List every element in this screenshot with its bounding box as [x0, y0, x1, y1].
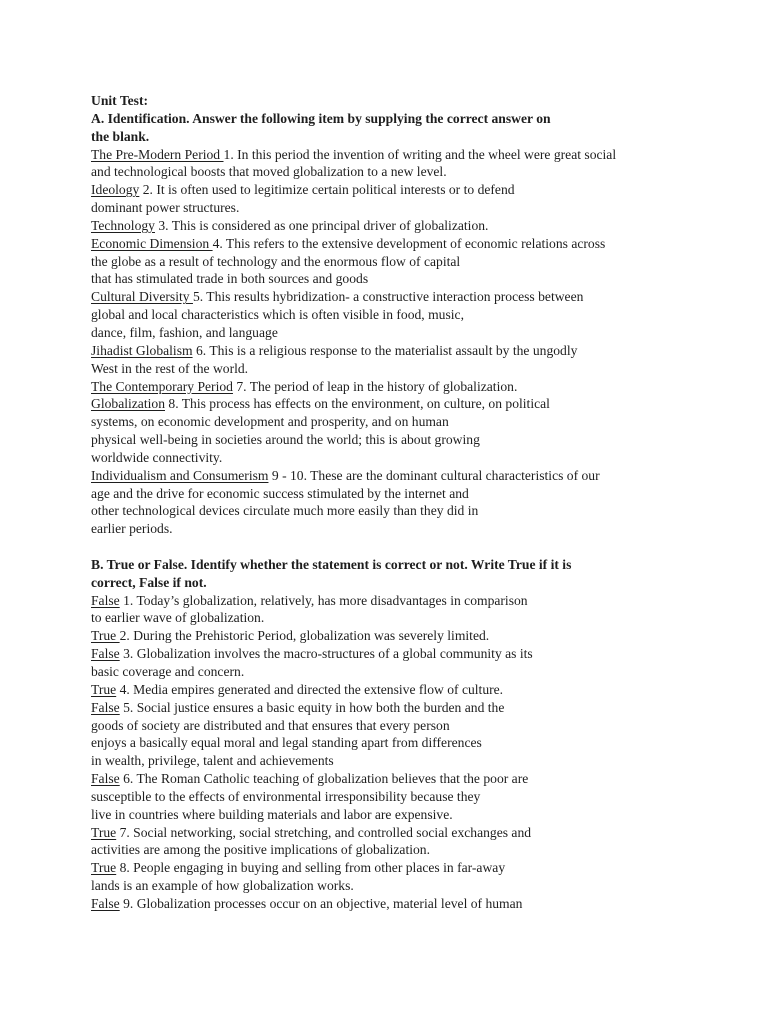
identification-item-text: 5. This results hybridization- a constructive interaction process between [192, 289, 584, 305]
identification-item [91, 378, 751, 396]
true-false-item [91, 770, 751, 824]
true-false-item [91, 592, 751, 628]
identification-item-text: global and local characteristics which is often visible in food, music, [91, 307, 464, 323]
true-false-answer: False [91, 771, 120, 787]
identification-item-line [91, 413, 751, 431]
true-false-item-line [91, 806, 751, 824]
identification-item-text: West in the rest of the world. [91, 360, 249, 376]
identification-answer: Technology [91, 217, 155, 233]
true-false-item-text: 2. During the Prehistoric Period, globalization was severely limited. [119, 628, 490, 644]
true-false-item-text: 7. Social networking, social stretching, and controlled social exchanges and [116, 824, 532, 840]
document-body [91, 92, 751, 913]
identification-item [91, 288, 751, 342]
part-b-items [91, 592, 751, 913]
true-false-answer: False [91, 646, 120, 662]
true-false-item-line [91, 592, 751, 610]
identification-item-text: 2. It is often used to legitimize certain political interests or to defend [139, 182, 515, 198]
identification-item-line [91, 360, 751, 378]
identification-answer: Ideology [91, 182, 140, 198]
identification-item-text: 4. This refers to the extensive development of economic relations across [212, 235, 606, 251]
true-false-item [91, 699, 751, 770]
identification-item-text: systems, on economic development and prosperity, and on human [91, 414, 449, 430]
true-false-item-text: live in countries where building materials and labor are expensive. [91, 806, 453, 822]
identification-item [91, 146, 751, 182]
identification-item-line [91, 502, 751, 520]
identification-item-text: that has stimulated trade in both sources and goods [91, 271, 369, 287]
identification-item-text: age and the drive for economic success stimulated by the internet and [91, 485, 469, 501]
identification-answer: Economic Dimension [91, 235, 213, 251]
true-false-item-line [91, 752, 751, 770]
identification-item-text: the globe as a result of technology and the enormous flow of capital [91, 253, 461, 269]
identification-item-line [91, 270, 751, 288]
true-false-item-text: 8. People engaging in buying and selling from other places in far-away [116, 860, 506, 876]
test-title: Unit Test: [91, 93, 149, 108]
identification-item-line [91, 217, 751, 235]
part-b-heading-line: B. True or False. Identify whether the statement is correct or not. Write True if it is [91, 556, 572, 572]
identification-item [91, 467, 751, 538]
true-false-item [91, 824, 751, 860]
true-false-item-line [91, 859, 751, 877]
identification-item-text: other technological devices circulate much more easily than they did in [91, 503, 479, 519]
identification-item-text: 1. In this period the invention of writing and the wheel were great social [223, 146, 617, 162]
part-b-heading-line: correct, False if not. [91, 574, 207, 590]
identification-item-text: 9 - 10. These are the dominant cultural characteristics of our [268, 467, 600, 483]
identification-item [91, 181, 751, 217]
true-false-item-text: lands is an example of how globalization works. [91, 878, 354, 894]
true-false-item-line [91, 645, 751, 663]
true-false-item [91, 681, 751, 699]
identification-item-line [91, 431, 751, 449]
part-a-items [91, 146, 751, 539]
identification-answer: Cultural Diversity [91, 289, 193, 305]
identification-item-text: dance, film, fashion, and language [91, 324, 278, 340]
true-false-item [91, 859, 751, 895]
true-false-item-line [91, 824, 751, 842]
true-false-answer: True [91, 824, 117, 840]
identification-item [91, 217, 751, 235]
identification-item-text: dominant power structures. [91, 200, 240, 216]
identification-answer: The Contemporary Period [91, 378, 233, 394]
part-a-heading-line: the blank. [91, 128, 150, 144]
true-false-item-text: basic coverage and concern. [91, 664, 245, 679]
identification-item-line [91, 342, 751, 360]
true-false-answer: False [91, 895, 120, 911]
identification-answer: Individualism and Consumerism [91, 467, 269, 483]
identification-item-text: earlier periods. [91, 521, 173, 537]
true-false-item-line [91, 734, 751, 752]
true-false-answer: True [91, 628, 120, 644]
true-false-item-text: in wealth, privilege, talent and achievements [91, 753, 334, 769]
identification-item-line [91, 378, 751, 396]
true-false-item-text: 4. Media empires generated and directed the extensive flow of culture. [116, 681, 504, 697]
identification-answer: Jihadist Globalism [91, 342, 193, 358]
true-false-item-text: 6. The Roman Catholic teaching of globalization believes that the poor are [119, 771, 529, 787]
true-false-item [91, 645, 751, 681]
identification-item-line [91, 181, 751, 199]
true-false-item-line [91, 699, 751, 717]
identification-item [91, 235, 751, 289]
identification-item [91, 395, 751, 466]
identification-item-line [91, 324, 751, 342]
identification-item-line [91, 520, 751, 538]
true-false-item-line [91, 895, 751, 913]
true-false-item-line [91, 663, 751, 681]
true-false-item [91, 895, 751, 913]
true-false-item-line [91, 717, 751, 735]
identification-item-line [91, 395, 751, 413]
true-false-item-text: susceptible to the effects of environmental irresponsibility because they [91, 788, 481, 804]
identification-item-text: physical well-being in societies around the world; this is about growing [91, 432, 480, 448]
identification-item-text: and technological boosts that moved globalization to a new level. [91, 164, 447, 180]
identification-item-line [91, 449, 751, 467]
section-spacer [91, 538, 751, 556]
identification-item-line [91, 306, 751, 324]
true-false-item-text: 5. Social justice ensures a basic equity in how both the burden and the [119, 699, 505, 715]
identification-answer: The Pre-Modern Period [91, 146, 224, 162]
part-b-heading [91, 556, 751, 592]
identification-item-text: 7. The period of leap in the history of globalization. [232, 378, 518, 394]
identification-item-line [91, 146, 751, 164]
true-false-answer: False [91, 592, 120, 608]
true-false-item-text: goods of society are distributed and that ensures that every person [91, 717, 450, 733]
identification-item-text: worldwide connectivity. [91, 449, 223, 465]
identification-item-line [91, 288, 751, 306]
identification-item-text: 6. This is a religious response to the materialist assault by the ungodly [192, 342, 578, 358]
identification-item [91, 342, 751, 378]
true-false-item-text: 9. Globalization processes occur on an objective, material level of human [119, 895, 523, 911]
identification-item-line [91, 235, 751, 253]
true-false-item-text: activities are among the positive implications of globalization. [91, 842, 431, 858]
true-false-item-line [91, 770, 751, 788]
true-false-item-line [91, 877, 751, 895]
identification-item-line [91, 199, 751, 217]
identification-answer: Globalization [91, 396, 165, 412]
identification-item-line [91, 253, 751, 271]
true-false-answer: False [91, 699, 120, 715]
part-a-heading-line: A. Identification. Answer the following item by supplying the correct answer on [91, 110, 551, 126]
true-false-item-line [91, 788, 751, 806]
identification-item-line [91, 163, 751, 181]
identification-item-line [91, 467, 751, 485]
identification-item-line [91, 485, 751, 503]
true-false-item-text: 1. Today’s globalization, relatively, has more disadvantages in comparison [119, 592, 528, 608]
true-false-answer: True [91, 860, 117, 876]
true-false-item-line [91, 841, 751, 859]
part-a-heading [91, 110, 751, 146]
true-false-answer: True [91, 681, 117, 697]
true-false-item-line [91, 627, 751, 645]
true-false-item-text: enjoys a basically equal moral and legal standing apart from differences [91, 735, 482, 751]
true-false-item-line [91, 609, 751, 627]
identification-item-text: 3. This is considered as one principal driver of globalization. [154, 217, 489, 233]
identification-item-text: 8. This process has effects on the environment, on culture, on political [165, 396, 550, 412]
true-false-item-line [91, 681, 751, 699]
true-false-item [91, 627, 751, 645]
true-false-item-text: to earlier wave of globalization. [91, 610, 265, 626]
true-false-item-text: 3. Globalization involves the macro-structures of a global community as its [119, 646, 533, 662]
